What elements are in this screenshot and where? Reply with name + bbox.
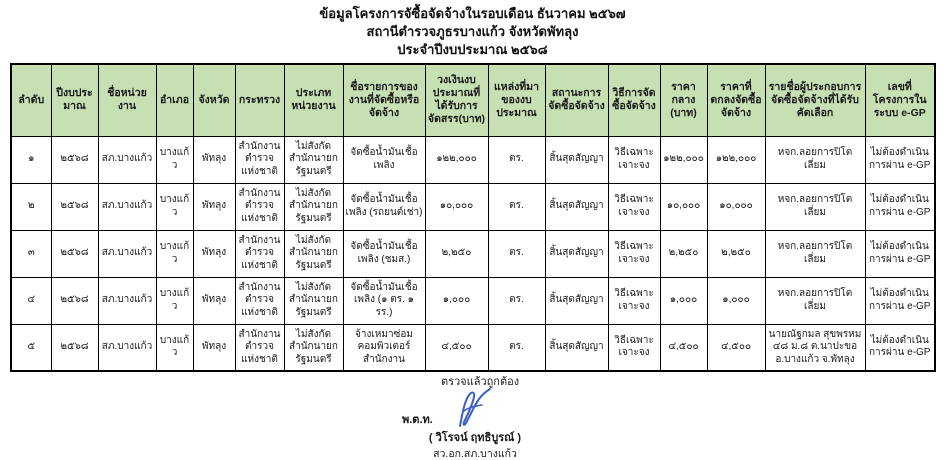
table-row	[11, 183, 935, 230]
station-name: สถานีตำรวจภูธรบางแก้ว จังหวัดพัทลุง	[366, 24, 579, 39]
table-cell: พัทลุง	[193, 277, 235, 324]
table-cell: สภ.บางแก้ว	[98, 136, 156, 183]
procurement-table	[10, 63, 936, 372]
column-header: ลำดับ	[11, 64, 51, 136]
table-cell: ไม่ต้องดำเนินการผ่าน e-GP	[865, 324, 935, 371]
table-cell: ไม่ต้องดำเนินการผ่าน e-GP	[865, 277, 935, 324]
verified-text: ตรวจแล้วถูกต้อง	[440, 376, 520, 388]
table-cell: ๑๐,๐๐๐	[707, 183, 765, 230]
table-cell: ๒๕๖๘	[51, 277, 98, 324]
document-title-block	[0, 0, 945, 59]
table-row	[11, 277, 935, 324]
table-cell: วิธีเฉพาะเจาะจง	[608, 230, 660, 277]
table-cell: ตร.	[488, 324, 545, 371]
table-cell: ๑๒๒,๐๐๐	[707, 136, 765, 183]
table-cell: ๕	[11, 324, 51, 371]
column-header: ชื่อหน่วยงาน	[98, 64, 156, 136]
table-cell: สำนักงานตำรวจแห่งชาติ	[235, 136, 284, 183]
column-header: แหล่งที่มาของงบประมาณ	[488, 64, 545, 136]
table-cell: วิธีเฉพาะเจาะจง	[608, 136, 660, 183]
table-cell: จัดซื้อน้ำมันเชื้อเพลิง (ชมส.)	[343, 230, 425, 277]
signer-name: ( วิโรจน์ ฤทธิบูรณ์ )	[428, 432, 522, 444]
table-cell: หจก.ลอยการปิโตเลี่ยม	[765, 230, 865, 277]
column-header: ราคากลาง (บาท)	[660, 64, 707, 136]
table-cell: ไม่สังกัดสำนักนายกรัฐมนตรี	[284, 183, 343, 230]
column-header: สถานะการจัดซื้อจัดจ้าง	[545, 64, 608, 136]
table-cell: สิ้นสุดสัญญา	[545, 183, 608, 230]
table-cell: ๔,๕๐๐	[660, 324, 707, 371]
table-cell: ตร.	[488, 230, 545, 277]
table-cell: ๔	[11, 277, 51, 324]
table-cell: บางแก้ว	[156, 230, 193, 277]
table-cell: ๒,๒๕๐	[660, 230, 707, 277]
table-cell: พัทลุง	[193, 183, 235, 230]
table-row	[11, 136, 935, 183]
table-cell: ตร.	[488, 277, 545, 324]
table-cell: พัทลุง	[193, 136, 235, 183]
table-cell: หจก.ลอยการปิโตเลี่ยม	[765, 136, 865, 183]
table-cell: บางแก้ว	[156, 277, 193, 324]
table-cell: ๑,๐๐๐	[707, 277, 765, 324]
fiscal-year: ประจำปีงบประมาณ ๒๕๖๘	[397, 42, 548, 57]
table-cell: ๒,๒๕๐	[425, 230, 488, 277]
table-cell: ไม่สังกัดสำนักนายกรัฐมนตรี	[284, 277, 343, 324]
table-cell: ๑๒๒,๐๐๐	[425, 136, 488, 183]
column-header: ราคาที่ตกลงจัดซื้อจัดจ้าง	[707, 64, 765, 136]
table-header-row	[11, 64, 935, 136]
column-header: วิธีการจัดซื้อจัดจ้าง	[608, 64, 660, 136]
signature-row	[330, 390, 620, 430]
table-cell: ๔,๕๐๐	[707, 324, 765, 371]
table-cell: พัทลุง	[193, 230, 235, 277]
column-header: ประเภทหน่วยงาน	[284, 64, 343, 136]
table-cell: จัดซื้อน้ำมันเชื้อเพลิง (๑ ตร. ๑ รร.)	[343, 277, 425, 324]
table-cell: สิ้นสุดสัญญา	[545, 230, 608, 277]
signature-block	[330, 374, 620, 460]
table-cell: จ้างเหมาซ่อมคอมพิวเตอร์สำนักงาน	[343, 324, 425, 371]
table-cell: จัดซื้อน้ำมันเชื้อเพลิง (รถยนต์เช่า)	[343, 183, 425, 230]
table-cell: ๒๕๖๘	[51, 230, 98, 277]
table-cell: ๑,๐๐๐	[425, 277, 488, 324]
column-header: วงเงินงบประมาณที่ได้รับการจัดสรร(บาท)	[425, 64, 488, 136]
table-cell: ๔,๕๐๐	[425, 324, 488, 371]
table-cell: สำนักงานตำรวจแห่งชาติ	[235, 277, 284, 324]
table-cell: สำนักงานตำรวจแห่งชาติ	[235, 183, 284, 230]
table-cell: วิธีเฉพาะเจาะจง	[608, 277, 660, 324]
table-cell: ตร.	[488, 183, 545, 230]
table-cell: สิ้นสุดสัญญา	[545, 277, 608, 324]
table-cell: สภ.บางแก้ว	[98, 183, 156, 230]
table-cell: ๓	[11, 230, 51, 277]
table-cell: จัดซื้อน้ำมันเชื้อเพลิง	[343, 136, 425, 183]
table-cell: บางแก้ว	[156, 136, 193, 183]
column-header: รายชื่อผู้ประกอบการจัดซื้อจัดจ้างที่ได้รับคัดเลือก	[765, 64, 865, 136]
table-cell: ๑	[11, 136, 51, 183]
table-cell: ๑๐,๐๐๐	[425, 183, 488, 230]
table-cell: สภ.บางแก้ว	[98, 324, 156, 371]
table-cell: ๒๕๖๘	[51, 136, 98, 183]
table-cell: ๑๐,๐๐๐	[660, 183, 707, 230]
table-cell: ไม่ต้องดำเนินการผ่าน e-GP	[865, 136, 935, 183]
table-cell: ๑,๐๐๐	[660, 277, 707, 324]
table-cell: ไม่สังกัดสำนักนายกรัฐมนตรี	[284, 230, 343, 277]
table-cell: หจก.ลอยการปิโตเลี่ยม	[765, 183, 865, 230]
table-row	[11, 230, 935, 277]
column-header: กระทรวง	[235, 64, 284, 136]
table-cell: ไม่ต้องดำเนินการผ่าน e-GP	[865, 230, 935, 277]
table-cell: ๒๕๖๘	[51, 324, 98, 371]
table-cell: สภ.บางแก้ว	[98, 230, 156, 277]
table-cell: ไม่ต้องดำเนินการผ่าน e-GP	[865, 183, 935, 230]
table-cell: สิ้นสุดสัญญา	[545, 324, 608, 371]
table-cell: สภ.บางแก้ว	[98, 277, 156, 324]
table-cell: วิธีเฉพาะเจาะจง	[608, 324, 660, 371]
table-cell: ๒	[11, 183, 51, 230]
rank-text: พ.ต.ท.	[402, 414, 433, 426]
document-title: ข้อมูลโครงการจัซื้อจัดจ้างในรอบเดือน ธันวาคม ๒๕๖๗	[319, 6, 626, 21]
table-cell: บางแก้ว	[156, 324, 193, 371]
table-cell: นายณัฐกมล สุขพรหม ๔๘ ม.๘ ต.นาปะขอ อ.บางแก้ว จ.พัทลุง	[765, 324, 865, 371]
table-cell: สิ้นสุดสัญญา	[545, 136, 608, 183]
signer-position: สว.อก.สภ.บางแก้ว	[433, 448, 517, 460]
table-cell: ไม่สังกัดสำนักนายกรัฐมนตรี	[284, 136, 343, 183]
table-cell: บางแก้ว	[156, 183, 193, 230]
table-cell: ๒,๒๕๐	[707, 230, 765, 277]
table-cell: ๒๕๖๘	[51, 183, 98, 230]
table-cell: ตร.	[488, 136, 545, 183]
column-header: เลขที่โครงการในระบบ e-GP	[865, 64, 935, 136]
table-cell: สำนักงานตำรวจแห่งชาติ	[235, 230, 284, 277]
table-cell: หจก.ลอยการปิโตเลี่ยม	[765, 277, 865, 324]
table-cell: ไม่สังกัดสำนักนายกรัฐมนตรี	[284, 324, 343, 371]
column-header: อำเภอ	[156, 64, 193, 136]
column-header: จังหวัด	[193, 64, 235, 136]
table-row	[11, 324, 935, 371]
column-header: ชื่อรายการของงานที่จัดซื้อหรือจัดจ้าง	[343, 64, 425, 136]
table-cell: สำนักงานตำรวจแห่งชาติ	[235, 324, 284, 371]
table-cell: ๑๒๒,๐๐๐	[660, 136, 707, 183]
handwritten-signature-icon	[438, 386, 508, 430]
table-cell: วิธีเฉพาะเจาะจง	[608, 183, 660, 230]
column-header: ปีงบประมาณ	[51, 64, 98, 136]
table-cell: พัทลุง	[193, 324, 235, 371]
